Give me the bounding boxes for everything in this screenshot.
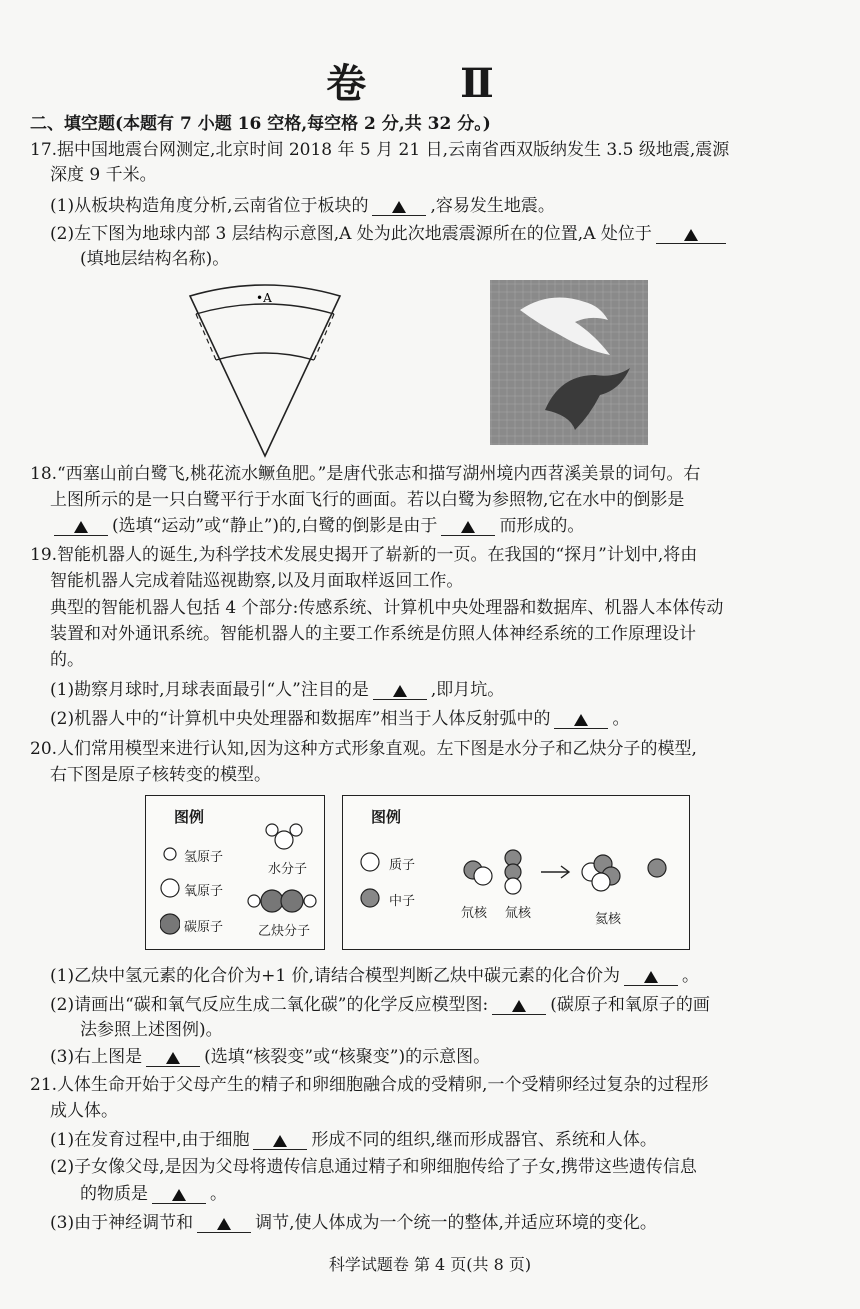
egret-illustration <box>490 280 648 445</box>
answer-blank[interactable] <box>656 223 726 244</box>
page-title: 卷 Ⅱ <box>326 60 534 107</box>
helium-label: 氦核 <box>595 912 622 927</box>
q17-line2: 深度 9 千米。 <box>50 165 157 185</box>
q17-line1: 17.据中国地震台网测定,北京时间 2018 年 5 月 21 日,云南省西双版纳发生 3.5 级地震,震源 <box>30 140 730 160</box>
q21-p2-after: 。 <box>210 1184 227 1204</box>
q19-line1: 19.智能机器人的诞生,为科学技术发展史揭开了崭新的一页。在我国的“探月”计划中,将由 <box>30 545 698 565</box>
q20-part3 <box>50 1045 490 1069</box>
q20-p1-before: (1)乙炔中氢元素的化合价为+1 价,请结合模型判断乙炔中碳元素的化合价为 <box>50 966 620 986</box>
q19-part2 <box>50 707 629 731</box>
q21-p3-after: 调节,使人体成为一个统一的整体,并适应环境的变化。 <box>255 1213 657 1233</box>
q18-line3 <box>50 514 584 538</box>
q17-part1 <box>50 194 555 218</box>
answer-blank[interactable] <box>372 195 426 216</box>
blank-triangle-icon <box>644 971 658 983</box>
blank-triangle-icon <box>684 229 698 241</box>
answer-blank[interactable] <box>441 515 495 536</box>
blank-triangle-icon <box>393 685 407 697</box>
water-molecule-icon <box>264 820 304 852</box>
q21-p2-before: 的物质是 <box>80 1184 148 1204</box>
neutron-icon <box>361 889 379 907</box>
q17-p1-before: (1)从板块构造角度分析,云南省位于板块的 <box>50 196 369 216</box>
acetylene-label: 乙炔分子 <box>258 924 311 939</box>
answer-blank[interactable] <box>624 965 678 986</box>
q21-p1-after: 形成不同的组织,继而形成器官、系统和人体。 <box>311 1130 657 1150</box>
carbon-label: 碳原子 <box>184 920 224 935</box>
nuclear-legend-box <box>342 795 690 950</box>
q19-part1 <box>50 678 504 702</box>
q21-p2-line1: (2)子女像父母,是因为父母将遗传信息通过精子和卵细胞传给了子女,携带这些遗传信息 <box>50 1157 697 1177</box>
blank-triangle-icon <box>574 714 588 726</box>
q17-p1-after: ,容易发生地震。 <box>430 196 555 216</box>
q18-line2: 上图所示的是一只白鹭平行于水面飞行的画面。若以白鹭为参照物,它在水中的倒影是 <box>50 490 685 510</box>
point-a-label: •A <box>256 291 272 305</box>
q20-p1-after: 。 <box>681 966 699 986</box>
proton-label: 质子 <box>389 858 416 873</box>
proton-icon <box>361 853 379 871</box>
page-footer: 科学试题卷 第 4 页(共 8 页) <box>328 1255 532 1274</box>
q17-p2-line2: (填地层结构名称)。 <box>80 249 230 269</box>
section-header: 二、填空题(本题有 7 小题 16 空格,每空格 2 分,共 32 分。) <box>30 114 491 134</box>
molecule-legend-box <box>145 795 325 950</box>
q20-p2-after: (碳原子和氧原子的画 <box>550 995 710 1015</box>
q18-line3-mid: (选填“运动”或“静止”)的,白鹭的倒影是由于 <box>112 516 438 536</box>
q20-part2 <box>50 993 710 1017</box>
hydrogen-label: 氢原子 <box>184 850 224 865</box>
atom-symbols <box>160 846 180 936</box>
answer-blank[interactable] <box>152 1183 206 1204</box>
blank-triangle-icon <box>273 1135 287 1147</box>
q19-line2: 智能机器人完成着陆巡视勘察,以及月面取样返回工作。 <box>50 571 464 591</box>
q19-p2-after: 。 <box>612 709 630 729</box>
acetylene-molecule-icon <box>246 886 320 916</box>
q19-line4: 装置和对外通讯系统。智能机器人的主要工作系统是仿照人体神经系统的工作原理设计 <box>50 624 696 644</box>
q19-line3: 典型的智能机器人包括 4 个部分:传感系统、计算机中央处理器和数据库、机器人本体传动 <box>50 598 724 618</box>
q19-p2-before: (2)机器人中的“计算机中央处理器和数据库”相当于人体反射弧中的 <box>50 709 551 729</box>
left-legend-title: 图例 <box>174 808 205 826</box>
blank-triangle-icon <box>166 1052 180 1064</box>
q20-p2-before: (2)请画出“碳和氧气反应生成二氧化碳”的化学反应模型图: <box>50 995 489 1015</box>
q21-part2 <box>80 1182 227 1206</box>
q20-p3-before: (3)右上图是 <box>50 1047 143 1067</box>
q18-line1: 18.“西塞山前白鹭飞,桃花流水鳜鱼肥。”是唐代张志和描写湖州境内西苕溪美景的词句。右 <box>30 464 701 484</box>
arrow-right-icon <box>541 866 569 878</box>
answer-blank[interactable] <box>197 1212 251 1233</box>
blank-triangle-icon <box>172 1189 186 1201</box>
q21-line1: 21.人体生命开始于父母产生的精子和卵细胞融合成的受精卵,一个受精卵经过复杂的过程形 <box>30 1075 709 1095</box>
blank-triangle-icon <box>74 521 88 533</box>
earth-structure-diagram <box>180 278 350 460</box>
q20-line2: 右下图是原子核转变的模型。 <box>50 765 271 785</box>
answer-blank[interactable] <box>253 1129 307 1150</box>
q21-part1 <box>50 1128 657 1152</box>
tritium-label: 氚核 <box>505 906 532 921</box>
q17-p2-before: (2)左下图为地球内部 3 层结构示意图,A 处为此次地震震源所在的位置,A 处位于 <box>50 224 652 244</box>
right-legend-title: 图例 <box>371 808 402 826</box>
neutron-label: 中子 <box>389 894 416 909</box>
answer-blank[interactable] <box>146 1046 200 1067</box>
q20-p2-line2: 法参照上述图例)。 <box>80 1020 223 1040</box>
answer-blank[interactable] <box>554 708 608 729</box>
fusion-reaction-diagram <box>461 848 687 898</box>
hydrogen-atom-icon <box>164 848 176 860</box>
blank-triangle-icon <box>217 1218 231 1230</box>
q21-part3 <box>50 1211 657 1235</box>
answer-blank[interactable] <box>492 994 546 1015</box>
answer-blank[interactable] <box>373 679 427 700</box>
q17-part2 <box>50 222 730 246</box>
q19-p1-after: ,即月坑。 <box>430 680 505 700</box>
oxygen-label: 氧原子 <box>184 884 224 899</box>
deuterium-label: 氘核 <box>461 906 488 921</box>
water-label: 水分子 <box>268 862 308 877</box>
q20-line1: 20.人们常用模型来进行认知,因为这种方式形象直观。左下图是水分子和乙炔分子的模型, <box>30 739 697 759</box>
q21-line2: 成人体。 <box>50 1101 118 1121</box>
q21-p3-before: (3)由于神经调节和 <box>50 1213 194 1233</box>
q19-p1-before: (1)勘察月球时,月球表面最引“人”注目的是 <box>50 680 369 700</box>
carbon-atom-icon <box>160 914 180 934</box>
blank-triangle-icon <box>392 201 406 213</box>
blank-triangle-icon <box>512 1000 526 1012</box>
oxygen-atom-icon <box>161 879 179 897</box>
egret-photo <box>490 280 648 445</box>
q18-line3-end: 而形成的。 <box>499 516 585 536</box>
blank-triangle-icon <box>461 521 475 533</box>
q20-part1 <box>50 964 699 988</box>
answer-blank[interactable] <box>54 515 108 536</box>
q19-line5: 的。 <box>50 650 84 670</box>
particle-symbols <box>359 852 381 912</box>
q21-p1-before: (1)在发育过程中,由于细胞 <box>50 1130 250 1150</box>
q20-p3-after: (选填“核裂变”或“核聚变”)的示意图。 <box>204 1047 491 1067</box>
